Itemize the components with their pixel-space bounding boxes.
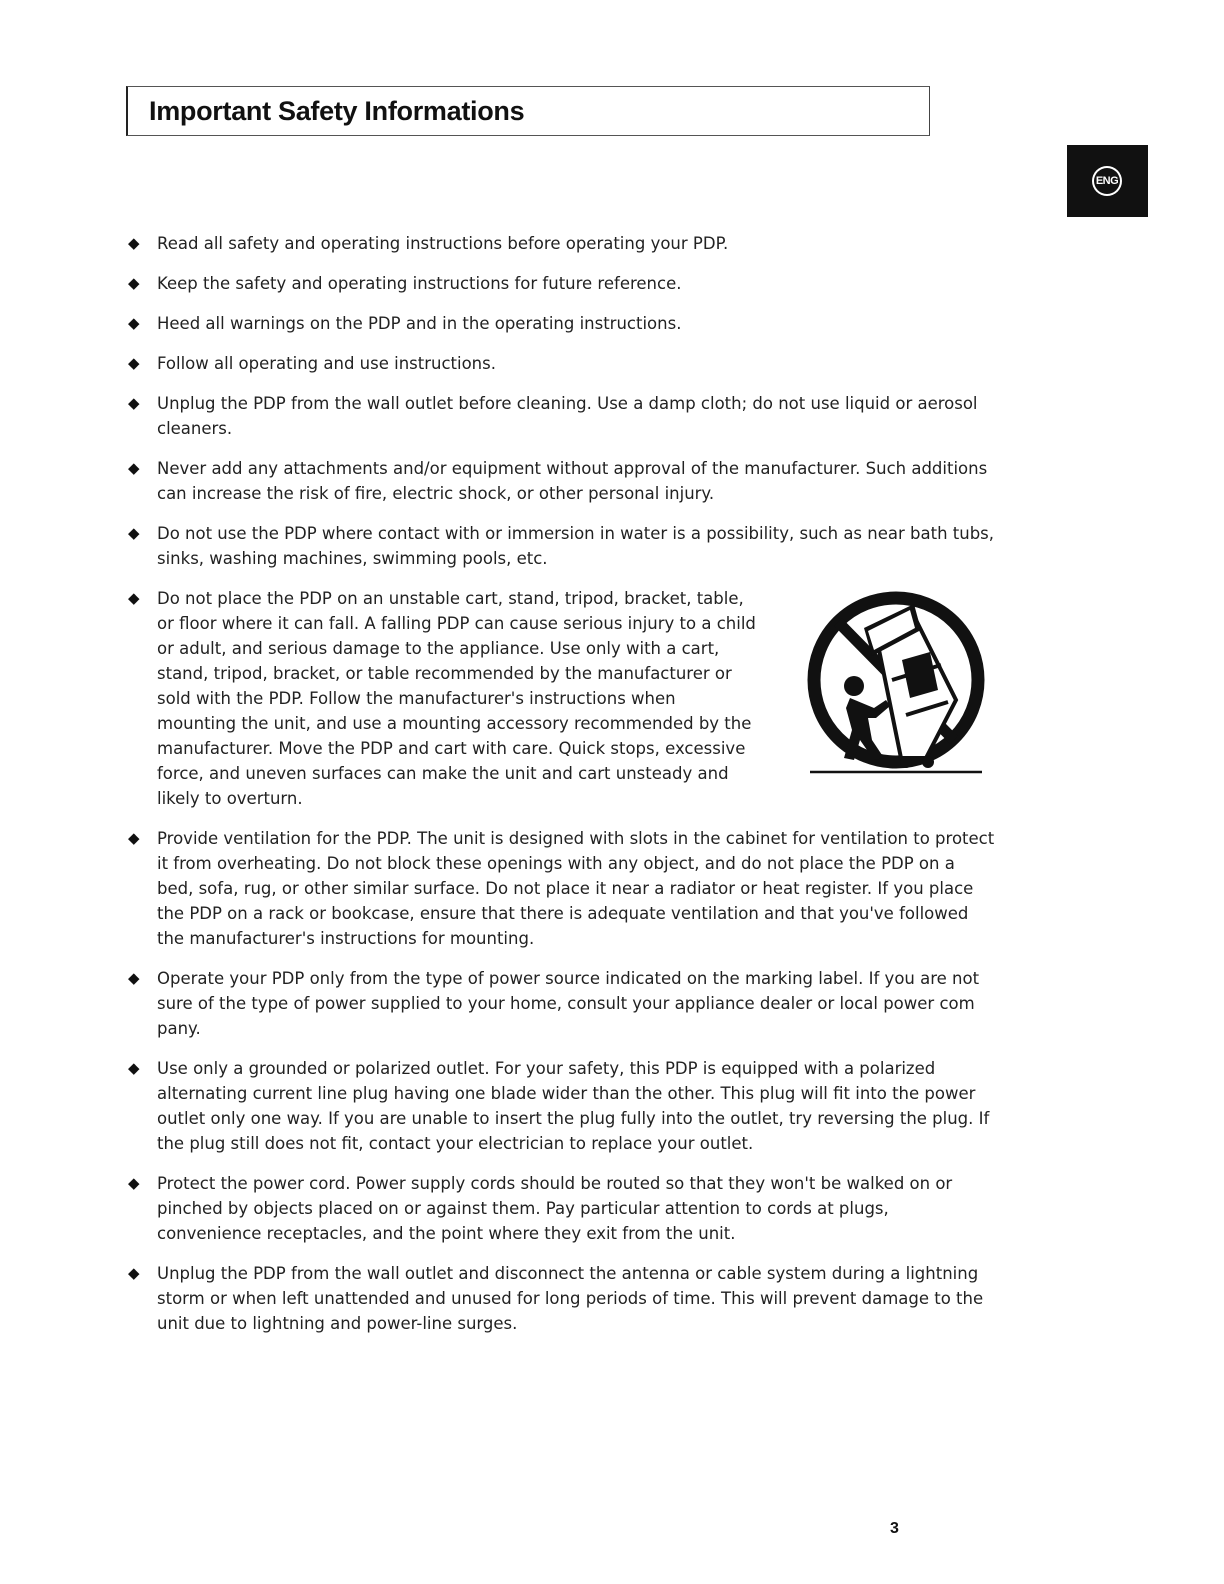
diamond-bullet-icon: ◆ [128, 969, 140, 987]
page-number: 3 [890, 1520, 899, 1537]
list-item: ◆ Unplug the PDP from the wall outlet and disconnect the antenna or cable system during a lightning storm or when left unattended and unused for long periods of time. This will prevent damage to the unit due to lightning and power-line surges. [126, 1261, 996, 1336]
diamond-bullet-icon: ◆ [128, 1264, 140, 1282]
list-item: ◆ Do not use the PDP where contact with or immersion in water is a possibility, such as near bath tubs, sinks, washing machines, swimming pools, etc. [126, 521, 996, 571]
diamond-bullet-icon: ◆ [128, 589, 140, 607]
list-item: ◆ Do not place the PDP on an unstable cart, stand, tripod, bracket, table, or floor where it can fall. A falling PDP can cause serious injury to a child or adult, and serious damage to the appliance. Use only with a cart, stand, tripod, bracket, or table recommended by the manufacturer or sold with the PDP. Follow the manufacturer's instructions when mounting the unit, and use a mounting accessory recommended by the manufacturer. Move the PDP and cart with care. Quick stops, excessive force, and uneven surfaces can make the unit and cart unsteady and likely to overturn. [126, 586, 996, 811]
diamond-bullet-icon: ◆ [128, 314, 140, 332]
list-item: ◆ Operate your PDP only from the type of power source indicated on the marking label. If you are not sure of the type of power supplied to your home, consult your appliance dealer or local power com pany. [126, 966, 996, 1041]
safety-instructions-list [126, 231, 996, 1351]
diamond-bullet-icon: ◆ [128, 234, 140, 252]
list-item: ◆ Unplug the PDP from the wall outlet before cleaning. Use a damp cloth; do not use liquid or aerosol cleaners. [126, 391, 996, 441]
list-item: ◆ Protect the power cord. Power supply cords should be routed so that they won't be walked on or pinched by objects placed on or against them. Pay particular attention to cords at plugs, convenience receptacles, and the point where they exit from the unit. [126, 1171, 996, 1246]
list-item: ◆ Keep the safety and operating instructions for future reference. [126, 271, 996, 296]
page-title-box [126, 86, 930, 136]
list-item: ◆ Read all safety and operating instructions before operating your PDP. [126, 231, 996, 256]
list-item: ◆ Follow all operating and use instructions. [126, 351, 996, 376]
list-item: ◆ Use only a grounded or polarized outlet. For your safety, this PDP is equipped with a polarized alternating current line plug having one blade wider than the other. This plug will fit into the power outlet only one way. If you are unable to insert the plug fully into the outlet, try reversing the plug. If the plug still does not fit, contact your electrician to replace your outlet. [126, 1056, 996, 1156]
diamond-bullet-icon: ◆ [128, 1174, 140, 1192]
diamond-bullet-icon: ◆ [128, 354, 140, 372]
language-tab [1067, 145, 1148, 217]
language-label: ENG [1094, 168, 1120, 194]
page-title: Important Safety Informations [149, 96, 525, 126]
cart-tipover-warning-icon [806, 590, 986, 780]
language-badge-icon [1092, 166, 1122, 196]
diamond-bullet-icon: ◆ [128, 524, 140, 542]
diamond-bullet-icon: ◆ [128, 459, 140, 477]
diamond-bullet-icon: ◆ [128, 1059, 140, 1077]
list-item: ◆ Heed all warnings on the PDP and in the operating instructions. [126, 311, 996, 336]
diamond-bullet-icon: ◆ [128, 829, 140, 847]
diamond-bullet-icon: ◆ [128, 274, 140, 292]
list-item: ◆ Never add any attachments and/or equipment without approval of the manufacturer. Such additions can increase the risk of fire, electric shock, or other personal injury. [126, 456, 996, 506]
list-item: ◆ Provide ventilation for the PDP. The unit is designed with slots in the cabinet for ventilation to protect it from overheating. Do not block these openings with any object, and do not place the PDP on a bed, sofa, rug, or other similar surface. Do not place it near a radiator or heat register. If you place the PDP on a rack or bookcase, ensure that there is adequate ventilation and that you've followed the manufacturer's instructions for mounting. [126, 826, 996, 951]
diamond-bullet-icon: ◆ [128, 394, 140, 412]
